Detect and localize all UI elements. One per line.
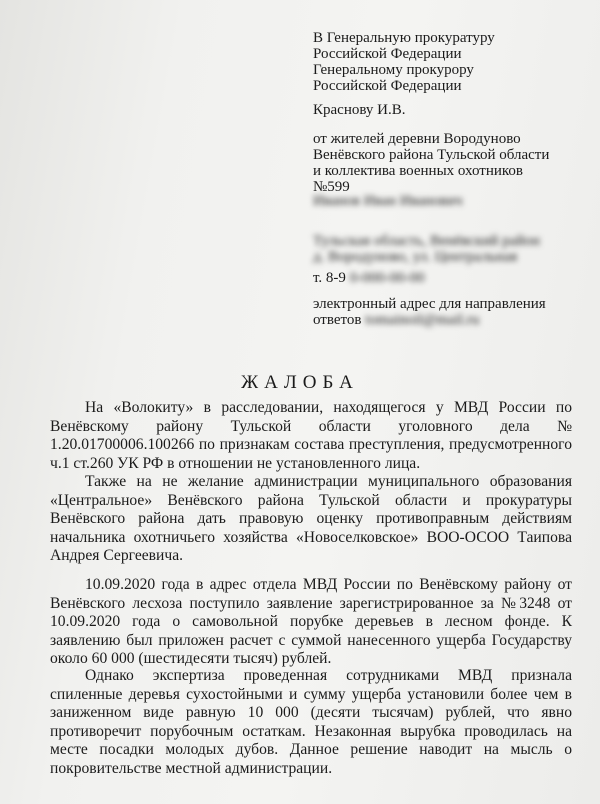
sender-line: Венёвского района Тульской области (313, 147, 550, 163)
paragraph-text: Однако экспертиза проведенная сотрудниками МВД признала спиленные деревья сухостойными и сумму ущерба установили более чем в заниженном виде равную 10 000 (десяти тысячам) рублей, что явно противоречит порубочным остаткам. Незаконная вырубка проводилась на месте посадки молодых дубов. Данное решение наводит на мысль о покровительстве местной администрации. (50, 667, 572, 777)
paragraph-text: 10.09.2020 года в адрес отдела МВД России по Венёвскому району от Венёвского лесхоза поступило заявление зарегистрированное за №3248 от 10.09.2020 года о самовольной порубке деревьев в лесном фонде. К заявлению был приложен расчет с суммой нанесенного ущерба Государству около 60 000 (шестидесяти тысяч) рублей. (50, 576, 572, 668)
redacted-sender-name (313, 193, 598, 209)
redacted-text: д. Вородуново, ул. Центральная (313, 249, 518, 265)
sender-line: от жителей деревни Вородуново (313, 131, 521, 147)
paragraph-text: На «Волокиту» в расследовании, находящегося у МВД России по Венёвскому району Тульской области уголовного дела № 1.20.01700006.100266 по признакам состава преступления, предусмотренного ч.1 ст.260 УК РФ в отношении не установленного лица. (50, 399, 572, 472)
email-redacted: tomainoil@mail.ru (365, 312, 480, 328)
phone-redacted: 0-000-00-00 (349, 270, 425, 286)
email-label: электронный адрес для направления (313, 296, 546, 312)
recipient-name: Краснову И.В. (313, 102, 406, 118)
redacted-text: Тульская область, Венёвский район (313, 233, 540, 249)
recipient-line: Генеральному прокурору (313, 62, 474, 78)
sender-line: и коллектива военных охотников (313, 163, 523, 179)
sender-block (313, 131, 598, 195)
recipient-line: Российской Федерации (313, 46, 462, 62)
sender-line: №599 (313, 179, 350, 195)
complaint-paragraph (50, 667, 572, 779)
recipient-line: В Генеральную прокуратуру (313, 30, 495, 46)
phone-prefix: т. 8-9 (313, 270, 346, 286)
complaint-paragraph (50, 399, 572, 473)
document-title: ЖАЛОБА (241, 372, 359, 393)
recipient-line: Российской Федерации (313, 78, 462, 94)
email-prefix: ответов (313, 312, 362, 328)
redacted-text: Иванов Иван Иванович (313, 193, 463, 209)
complaint-paragraph (50, 473, 572, 566)
redacted-sender-address (313, 233, 598, 265)
complaint-paragraph (50, 576, 572, 669)
phone-line (313, 270, 598, 286)
paragraph-text: Также на не желание администрации муниципального образования «Центральное» Венёвского района Тульской области и прокуратуры Венёвского района дать правовую оценку противоправным действиям начальника охотничьего хозяйства «Новоселковское» ВОО-ОСОО Таипова Андрея Сергеевича. (50, 473, 572, 565)
recipient-block (313, 30, 598, 94)
email-block (313, 296, 598, 328)
